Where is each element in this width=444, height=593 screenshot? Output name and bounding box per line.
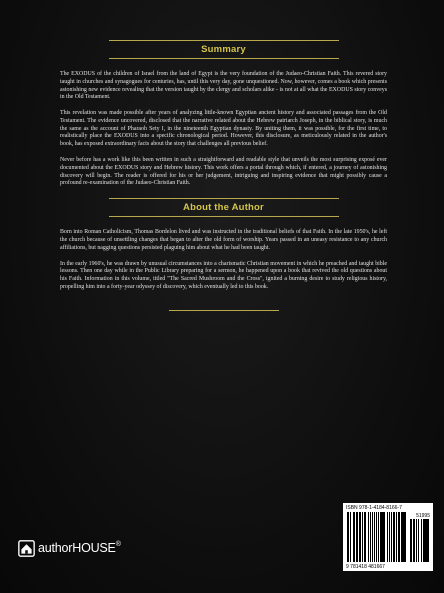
barcode-bar (404, 512, 405, 562)
price-barcode-bars (410, 519, 430, 562)
heading-rule-bottom (109, 216, 339, 217)
publisher-logo (18, 539, 121, 557)
barcode-bar (423, 519, 424, 562)
author-paragraph-2: In the early 1960's, he was drawn by unusual circumstances into a charismatic Christian movement in which he preached and taught bible lessons. Then one day while in the Public Library preparing for a sermon, he happened upon a book that revived the old questions about his Faith. Information in this volume, titled "The Sacred Mushroom and the Cross", ignited a burning desire to study religious history, propelling him into a forty-year odyssey of discovery, which eventually led to this book. (60, 260, 387, 290)
barcode-bars (347, 512, 407, 562)
barcode-bar (416, 519, 417, 562)
house-icon (18, 540, 35, 557)
barcode-bar (384, 512, 385, 562)
barcode-bar (374, 512, 375, 562)
barcode-bar (421, 519, 422, 562)
publisher-name: authorHOUSE® (38, 541, 121, 555)
author-section (60, 198, 387, 291)
barcode-bar (356, 512, 358, 562)
barcode-bar (354, 512, 355, 562)
summary-paragraph-2: This revelation was made possible after years of analyzing little-known Egyptian ancient history and associated passages from the Old Testament. The evidence uncovered, disclosed that the narrative related about the Hebrew patriarch Joseph, in the biblical story, is much the same as the account of Pharaoh Sety I, in the nineteenth Egyptian dynasty. By uniting them, it was possible, for the first time, to realistically place the EXODUS into a specific chronological period. However, this disclosure, as meticulously related in the author's book, has exposed extraordinary facts about the story that challenges all previous belief. (60, 110, 387, 148)
barcode-bar (393, 512, 395, 562)
isbn-number: ISBN 978-1-4184-8166-7 (346, 505, 402, 511)
barcode-bar (389, 512, 391, 562)
barcode-bar (376, 512, 377, 562)
barcode-bar (387, 512, 388, 562)
barcode-bar (365, 512, 366, 562)
heading-rule-bottom (109, 58, 339, 59)
summary-heading: Summary (201, 44, 246, 55)
barcode-bar (411, 519, 412, 562)
cover-text (60, 40, 387, 311)
barcode-bar (428, 519, 429, 562)
barcode-bar (396, 512, 397, 562)
barcode-bar (370, 512, 372, 562)
barcode-bar (372, 512, 373, 562)
closing-rule (169, 310, 279, 311)
barcode-bar (391, 512, 392, 562)
heading-rule-top (109, 40, 339, 41)
summary-section (60, 40, 387, 188)
barcode-bar (368, 512, 369, 562)
barcode-bar (413, 519, 414, 562)
isbn-barcode (343, 503, 433, 571)
heading-rule-top (109, 198, 339, 199)
ean-digits: 9 781418 481667 (346, 564, 385, 570)
author-paragraph-1: Born into Roman Catholicism, Thomas Bordelon lived and was instructed in the traditional beliefs of that Faith. In the late 1950's, he left the church because of unsettling changes that began to alter the old form of worship. Years passed in an uneasy resistance to any church affiliations, but nagging questions persisted plaguing him about what he had been taught. (60, 229, 387, 251)
barcode-bar (418, 519, 420, 562)
author-heading: About the Author (183, 202, 264, 214)
barcode-bar (350, 512, 352, 562)
summary-paragraph-3: Never before has a work like this been written in such a straightforward and readable style that unveils the most surprising exposé ever documented about the EXODUS story and Hebrew history. This work offers a portal through which, if entered, a journey of astonishing discovery will begin. The reader is offered for his or her judgement, intriguing and inspiring evidence that might possibly cause a profound re-examination of the Judaeo-Christian Faith. (60, 157, 387, 187)
summary-paragraph-1: The EXODUS of the children of Israel from the land of Egypt is the very foundation of the Judaeo-Christian Faith. This revered story taught in churches and synagogues for centuries, has, until this very day, gone unquestioned. Now, however, comes a book which presents astonishing new evidence revealing that the version taught by the clergy and scholars alike - is not at all what the EXODUS story conveys in the Old Testament. (60, 71, 387, 101)
barcode-bar (347, 512, 349, 562)
barcode-bar (353, 512, 354, 562)
price-code: 51995 (416, 513, 430, 519)
